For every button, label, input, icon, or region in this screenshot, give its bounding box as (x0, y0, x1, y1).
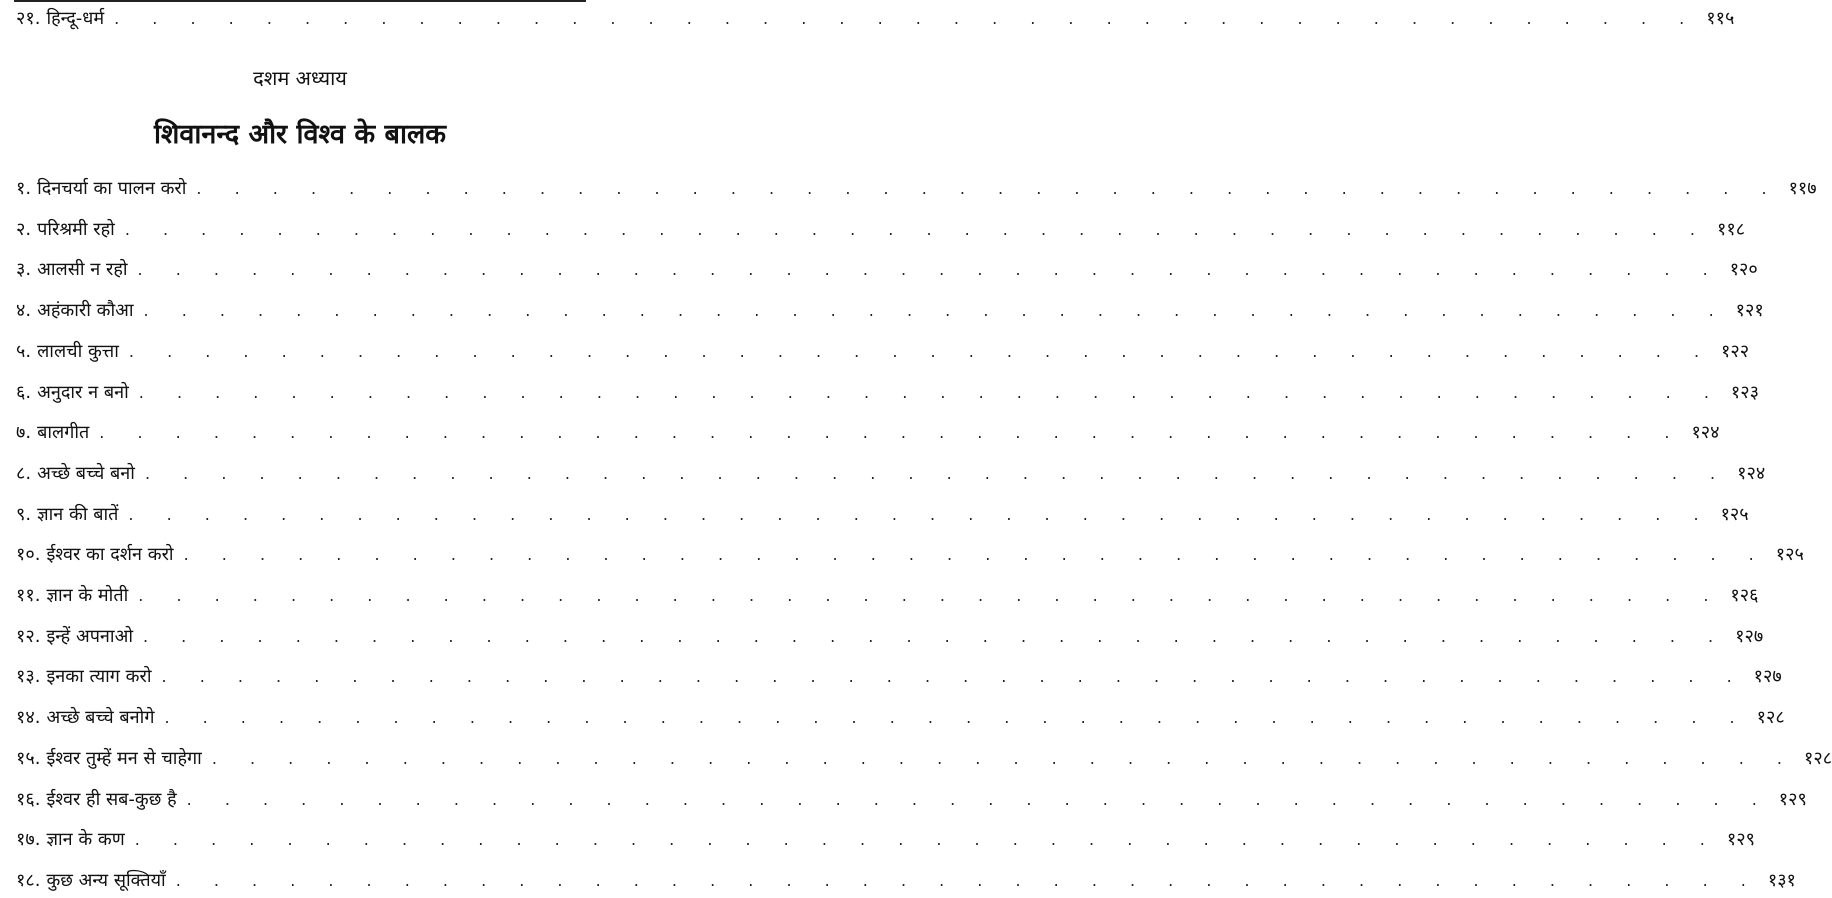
entry-number: १५. (16, 747, 41, 769)
entry-number: १०. (16, 544, 41, 566)
toc-entry[interactable] (16, 742, 1832, 776)
entry-number: १. (16, 178, 32, 199)
toc-entry[interactable] (16, 783, 1807, 817)
entry-page-number: १२७ (1753, 666, 1782, 688)
entry-title: ईश्वर तुम्हें मन से चाहेगा (46, 747, 202, 769)
entry-number: ६. (16, 381, 32, 403)
entry-number: २. (16, 218, 32, 240)
entry-page-number: १२२ (1721, 340, 1750, 362)
entry-number: ९. (16, 503, 32, 525)
entry-title: अहंकारी कौआ (37, 300, 134, 322)
toc-entry[interactable] (16, 620, 1764, 654)
entry-number: ३. (16, 259, 32, 281)
toc-entry[interactable] (16, 294, 1764, 328)
toc-entry-previous[interactable] (16, 2, 1735, 36)
toc-entry[interactable] (16, 416, 1720, 450)
toc-entry[interactable] (16, 538, 1804, 572)
toc-entry[interactable] (16, 660, 1782, 694)
entry-page-number: १२७ (1735, 625, 1764, 647)
entry-number: १४. (16, 707, 41, 729)
entry-page-number: ११७ (1788, 178, 1817, 199)
entry-number: ४. (16, 300, 32, 322)
toc-entry[interactable] (16, 457, 1766, 491)
toc-entry[interactable] (16, 823, 1755, 857)
entry-page-number: १२४ (1737, 462, 1766, 484)
toc-entry[interactable] (16, 172, 1817, 206)
leader-dots: . . . . . . . . . . . . . . . . . . . . . . . . . . . . . . . . . . . . . . . . . . (183, 545, 1768, 565)
entry-number: २१. (16, 8, 41, 29)
entry-page-number: १२३ (1730, 381, 1760, 403)
entry-number: १७. (16, 829, 41, 851)
leader-dots: . . . . . . . . . . . . . . . . . . . . . . . . . . . . . . . . . . . . . . . . . . (138, 382, 1723, 402)
leader-dots: . . . . . . . . . . . . . . . . . . . . . . . . . . . . . . . . . . . . . . . . . . (128, 504, 1713, 524)
leader-dots: . . . . . . . . . . . . . . . . . . . . . . . . . . . . . . . . . . . . . . . . . . (124, 219, 1709, 239)
entry-page-number: १३१ (1767, 869, 1796, 891)
entry-title: ईश्वर ही सब-कुछ है (46, 788, 177, 810)
entry-page-number: ११५ (1706, 8, 1735, 29)
leader-dots: . . . . . . . . . . . . . . . . . . . . . . . . . . . . . . . . . . . . . . . . . . (211, 748, 1796, 768)
entry-title: इन्हें अपनाओ (46, 625, 133, 647)
leader-dots: . . . . . . . . . . . . . . . . . . . . . . . . . . . . . . . . . . . . . . . . . . (161, 667, 1746, 687)
entry-page-number: १२४ (1691, 422, 1720, 444)
entry-title: इनका त्याग करो (46, 666, 152, 688)
entry-title: बालगीत (37, 422, 90, 444)
entry-title: परिश्रमी रहो (37, 218, 115, 240)
entry-number: १३. (16, 666, 41, 688)
toc-entry[interactable] (16, 701, 1785, 735)
entry-page-number: १२६ (1730, 585, 1759, 606)
entry-number: १६. (16, 788, 41, 810)
leader-dots: . . . . . . . . . . . . . . . . . . . . . . . . . . . . . . . . . . . . . . . . . . (128, 341, 1714, 361)
entry-page-number: १२८ (1803, 747, 1832, 769)
entry-page-number: १२८ (1756, 707, 1785, 729)
entry-page-number: १२९ (1778, 788, 1807, 810)
leader-dots: . . . . . . . . . . . . . . . . . . . . . . . . . . . . . . . . . . . . . . . . . . (196, 179, 1781, 198)
entry-title: ईश्वर का दर्शन करो (46, 544, 174, 566)
leader-dots: . . . . . . . . . . . . . . . . . . . . . . . . . . . . . . . . . . . . . . . . . . (138, 586, 1723, 605)
chapter-label: दशम अध्याय (253, 66, 347, 90)
leader-dots: . . . . . . . . . . . . . . . . . . . . . . . . . . . . . . . . . . . . . . . . . . (164, 708, 1749, 728)
leader-dots: . . . . . . . . . . . . . . . . . . . . . . . . . . . . . . . . . . . . . . . . . . (143, 626, 1728, 646)
leader-dots: . . . . . . . . . . . . . . . . . . . . . . . . . . . . . . . . . . . . . . . . . . (134, 830, 1719, 850)
entry-number: ११. (16, 585, 41, 606)
leader-dots: . . . . . . . . . . . . . . . . . . . . . . . . . . . . . . . . . . . . . . . . . . (114, 9, 1699, 28)
entry-number: १२. (16, 625, 41, 647)
entry-page-number: १२५ (1720, 503, 1749, 525)
leader-dots: . . . . . . . . . . . . . . . . . . . . . . . . . . . . . . . . . . . . . . . . . . (137, 260, 1722, 280)
entry-title: अच्छे बच्चे बनोगे (46, 707, 155, 729)
entry-title: कुछ अन्य सूक्तियाँ (46, 869, 166, 891)
leader-dots: . . . . . . . . . . . . . . . . . . . . . . . . . . . . . . . . . . . . . . . . . . (143, 301, 1728, 321)
leader-dots: . . . . . . . . . . . . . . . . . . . . . . . . . . . . . . . . . . . . . . . . . . (186, 789, 1771, 809)
entry-title: ज्ञान के कण (46, 829, 125, 851)
leader-dots: . . . . . . . . . . . . . . . . . . . . . . . . . . . . . . . . . . . . . . . . . . (144, 463, 1730, 483)
toc-entry[interactable] (16, 864, 1796, 898)
entry-title: ज्ञान के मोती (46, 585, 129, 606)
leader-dots: . . . . . . . . . . . . . . . . . . . . . . . . . . . . . . . . . . . . . . . . . . (99, 423, 1684, 443)
entry-title: दिनचर्या का पालन करो (37, 178, 187, 199)
leader-dots: . . . . . . . . . . . . . . . . . . . . . . . . . . . . . . . . . . . . . . . . . . (175, 870, 1760, 890)
chapter-title: शिवानन्द और विश्व के बालक (154, 119, 446, 150)
toc-entry[interactable] (16, 213, 1746, 247)
entry-page-number: १२९ (1726, 829, 1755, 851)
toc-entry[interactable] (16, 376, 1760, 410)
entry-number: ७. (16, 422, 32, 444)
toc-entry[interactable] (16, 253, 1758, 287)
entry-page-number: १२० (1729, 259, 1758, 281)
entry-number: ८. (16, 462, 32, 484)
toc-entry[interactable] (16, 335, 1750, 369)
entry-number: १८. (16, 869, 41, 891)
entry-title: आलसी न रहो (37, 259, 128, 281)
entry-title: अच्छे बच्चे बनो (37, 462, 135, 484)
entry-title: अनुदार न बनो (37, 381, 129, 403)
entry-title: हिन्दू-धर्म (46, 8, 105, 29)
entry-page-number: ११८ (1716, 218, 1746, 240)
entry-page-number: १२५ (1775, 544, 1804, 566)
toc-entry[interactable] (16, 579, 1759, 613)
entry-number: ५. (16, 340, 32, 362)
entry-page-number: १२१ (1735, 300, 1764, 322)
toc-entry[interactable] (16, 498, 1749, 532)
entry-title: लालची कुत्ता (37, 340, 119, 362)
entry-title: ज्ञान की बातें (37, 503, 119, 525)
